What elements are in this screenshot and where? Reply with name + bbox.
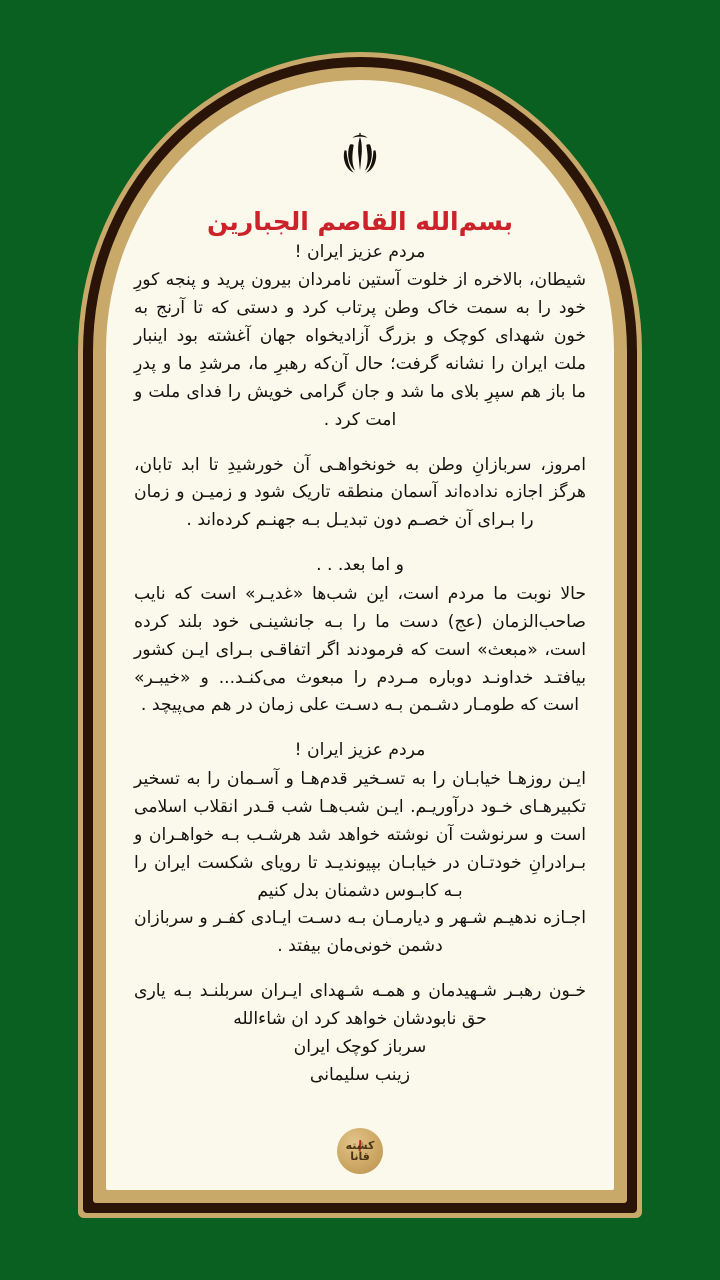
arched-card-frame (78, 52, 642, 1218)
paragraph-lead: مردم عزیز ایران ! (294, 241, 426, 262)
card-dark-border (83, 57, 637, 1213)
paragraph-text: خـون رهبـر شـهیدمان و همـه شـهدای ایـران سربلنـد بـه یاری حق نابودشان خواهد کرد ان شاءالله (134, 981, 586, 1029)
paragraph-text: شیطان، بالاخره از خلوت آستین نامردان بیرون پرید و پنجه کورِ خود را به سمت خاک وطن پرتاب کرد و دستی که تا آرنج به خون شهدای کوچک و بزرگ آزادیخواه جهان آغشته بود اینبار ملت ایران را نشانه گرفت؛ حال آن‌که رهبرِ ما، مرشدِ ما و پدرِ ما باز هم سپرِ بلای ما شد و جان گرامی خویش را فدای ملت و امت کرد . (134, 270, 586, 430)
signature-role: سرباز کوچک ایران (293, 1036, 427, 1057)
paragraph-block (134, 452, 586, 536)
paragraph-block (134, 737, 586, 961)
paragraph-block (134, 978, 586, 1089)
paragraph-block (134, 552, 586, 720)
page-title: بسم‌الله القاصم الجبارین (206, 207, 514, 236)
iran-national-emblem-icon (339, 132, 381, 178)
poster-body (106, 239, 614, 1090)
poster-header (106, 80, 614, 239)
signature-name: زینب سلیمانی (309, 1064, 411, 1085)
card-paper (106, 80, 614, 1190)
paragraph-text: ایـن روزهـا خیابـان را به تسـخیر قدم‌هـا و آسـمان را به تسخیر تکبیرهـای خـود درآوریـم. ایـن شب‌هـا شب قـدر انقلاب اسلامی است و سرنوشت آن نوشته خواهد شد هرشـب بـه خواهـران و بـرادرانِ خودتـان در خیابـان بپیوندیـد تا رویای شکست ایران را بـه کابـوس دشمنان بدل کنیم (134, 769, 586, 901)
paragraph-text: حالا نوبت ما مردم است، این شب‌ها «غدیـر» است که نایب صاحب‌الزمان (عج) دست ما را بـه جانشینـی خود بلند کرده است، «مبعث» است که فرمودند اگر اتفاقـی بـرای ایـن کشور بیافتـد خداونـد دوباره مـردم را مبعوث می‌کنـد... و «خیبـر» است که طومـار دشـمن بـه دسـت علی زمان در هم می‌پیچد . (134, 583, 586, 716)
paragraph-block (134, 239, 586, 435)
seal-label: کشته قانا (345, 1139, 375, 1163)
paragraph-lead: مردم عزیز ایران ! (294, 740, 426, 761)
paragraph-text: امروز، سربازانِ وطن به خونخواهـی آن خورشیدِ تا ابد تابان، هرگز اجازه نداده‌اند آسمان منطقه تاریک شود و زمیـن و زمان را بـرای آن خصـم دون تبدیـل بـه جهنـم کرده‌اند . (134, 454, 586, 531)
footer-seal (106, 1128, 614, 1178)
card-inner-gold-border (93, 67, 627, 1203)
paragraph-lead: و اما بعد. . . (316, 555, 404, 576)
paragraph-text: اجـازه ندهیـم شـهر و دیارمـان بـه دسـت ایـادی کفـر و سربازان دشمن خونی‌مان بیفتد . (134, 908, 586, 957)
calligraphy-seal-badge-icon (337, 1128, 383, 1174)
